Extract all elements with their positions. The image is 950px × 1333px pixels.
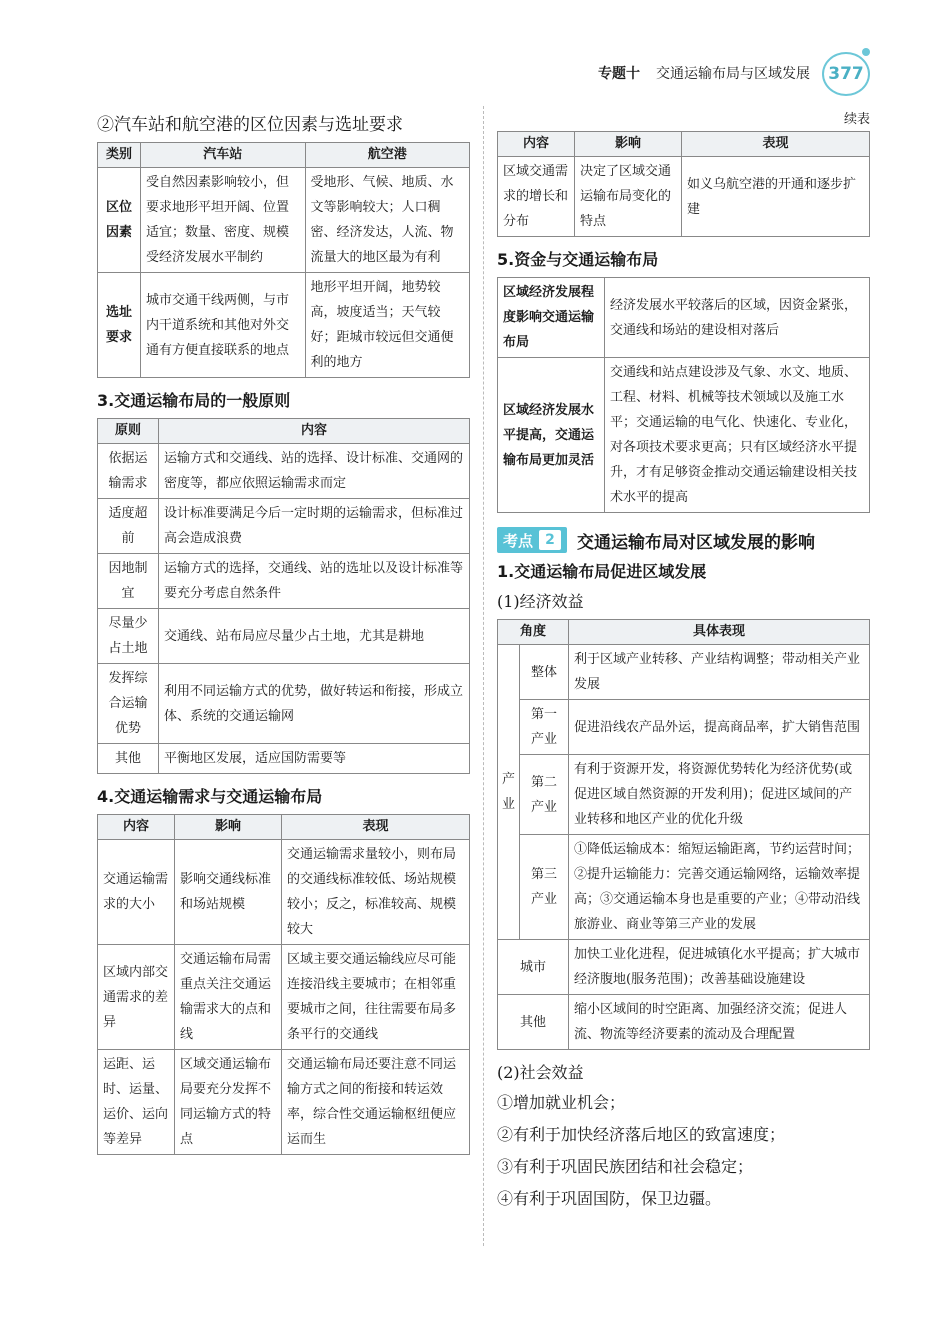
industry-detail: 促进沿线农产品外运，提高商品率，扩大销售范围: [569, 700, 870, 755]
social-benefit-item: ①增加就业机会；: [497, 1093, 626, 1112]
other-label: 其他: [498, 995, 569, 1050]
page-number: 377: [822, 52, 870, 96]
header-topic: 专题十: [598, 66, 640, 82]
table-economic-benefits: [497, 619, 870, 1050]
th-performance: 表现: [682, 132, 870, 157]
table-row: [498, 700, 870, 755]
demand-content: 交通运输需求的大小: [98, 840, 175, 945]
subsection-social: (2)社会效益: [497, 1063, 584, 1082]
airport-cell: 地形平坦开阔，地势较高，坡度适当；天气较好；距城市较远但交通便利的地方: [305, 273, 470, 378]
table-row: [498, 835, 870, 940]
industry-detail: 利于区域产业转移、产业结构调整；带动相关产业发展: [569, 645, 870, 700]
industry-sub: 第一产业: [519, 700, 568, 755]
table-row: [498, 157, 870, 237]
bus-cell: 城市交通干线两侧，与市内干道系统和其他对外交通有方便直接联系的地点: [141, 273, 306, 378]
capital-value: 交通线和站点建设涉及气象、水文、地质、工程、材料、机械等技术领域以及施工水平；交通运输的电气化、快速化、专业化，对各项技术要求更高；只有区域经济水平提升，才有足够资金推动交通运输建设相关技术水平的提高: [605, 358, 870, 513]
table-row: [98, 554, 470, 609]
city-label: 城市: [498, 940, 569, 995]
th-content: 内容: [159, 419, 470, 444]
table-row: [98, 945, 470, 1050]
demand-performance: 交通运输布局还要注意不同运输方式之间的衔接和转运效率，综合性交通运输枢纽便应运而生: [282, 1050, 470, 1155]
table-station-airport: [97, 142, 470, 378]
capital-key: 区域经济发展水平提高，交通运输布局更加灵活: [498, 358, 605, 513]
table-row: [498, 940, 870, 995]
principle-name: 尽量少占土地: [98, 609, 159, 664]
principle-name: 因地制宜: [98, 554, 159, 609]
social-benefit-item: ④有利于巩固国防，保卫边疆。: [497, 1189, 722, 1208]
table-row: [498, 278, 870, 358]
th-category: 类别: [98, 143, 141, 168]
airport-cell: 受地形、气候、地质、水文等影响较大；人口稠密、经济发达，人流、物流量大的地区最为有利: [305, 168, 470, 273]
th-angle: 角度: [498, 620, 569, 645]
demand-content: 区域交通需求的增长和分布: [498, 157, 575, 237]
th-impact: 影响: [175, 815, 282, 840]
table-row: [98, 1050, 470, 1155]
th-performance: 表现: [282, 815, 470, 840]
capital-key: 区域经济发展程度影响交通运输布局: [498, 278, 605, 358]
demand-content: 区域内部交通需求的差异: [98, 945, 175, 1050]
section-title-station: ②汽车站和航空港的区位因素与选址要求: [97, 115, 403, 135]
key-point-label: 考点: [503, 531, 534, 550]
section-title-capital: 5.资金与交通运输布局: [497, 250, 659, 269]
principle-name: 其他: [98, 744, 159, 774]
industry-detail: ①降低运输成本：缩短运输距离，节约运营时间；②提升运输能力：完善交通运输网络，运输效率提高；③交通运输本身也是重要的产业；④带动沿线旅游业、商业等第三产业的发展: [569, 835, 870, 940]
section-title-demand: 4.交通运输需求与交通运输布局: [97, 787, 323, 806]
social-benefit-item: ②有利于加快经济落后地区的致富速度；: [497, 1125, 786, 1144]
demand-impact: 影响交通线标准和场站规模: [175, 840, 282, 945]
demand-impact: 区域交通运输布局要充分发挥不同运输方式的特点: [175, 1050, 282, 1155]
th-details: 具体表现: [569, 620, 870, 645]
principle-name: 适度超前: [98, 499, 159, 554]
demand-performance: 如义乌航空港的开通和逐步扩建: [682, 157, 870, 237]
industry-sub: 整体: [519, 645, 568, 700]
row-category: 区位因素: [98, 168, 141, 273]
th-bus-station: 汽车站: [141, 143, 306, 168]
th-airport: 航空港: [305, 143, 470, 168]
table-row: [98, 609, 470, 664]
table-row: [98, 664, 470, 744]
table-row: [98, 840, 470, 945]
table-row: [498, 755, 870, 835]
th-impact: 影响: [575, 132, 682, 157]
principle-name: 发挥综合运输优势: [98, 664, 159, 744]
principle-content: 平衡地区发展，适应国防需要等: [159, 744, 470, 774]
column-divider: [483, 106, 484, 1246]
demand-impact: 决定了区域交通运输布局变化的特点: [575, 157, 682, 237]
table-row: [98, 444, 470, 499]
industry-detail: 有利于资源开发，将资源优势转化为经济优势(或促进区域自然资源的开发利用)；促进区域间的产业转移和地区产业的优化升级: [569, 755, 870, 835]
key-point-heading: [497, 527, 870, 553]
section-title-principles: 3.交通运输布局的一般原则: [97, 391, 291, 410]
demand-impact: 交通运输布局需重点关注交通运输需求大的点和线: [175, 945, 282, 1050]
th-content: 内容: [98, 815, 175, 840]
table-row: [98, 499, 470, 554]
principle-content: 设计标准要满足今后一定时期的运输需求，但标准过高会造成浪费: [159, 499, 470, 554]
social-benefit-item: ③有利于巩固民族团结和社会稳定；: [497, 1157, 754, 1176]
right-column: [497, 106, 870, 1218]
table-row: [98, 273, 470, 378]
table-row: [498, 645, 870, 700]
table-row: [498, 995, 870, 1050]
principle-name: 依据运输需求: [98, 444, 159, 499]
other-detail: 缩小区域间的时空距离、加强经济交流；促进人流、物流等经济要素的流动及合理配置: [569, 995, 870, 1050]
section-title-promote: 1.交通运输布局促进区域发展: [497, 562, 707, 581]
table-row: [498, 358, 870, 513]
industry-label: 产业: [498, 645, 520, 940]
key-point-title: 交通运输布局对区域发展的影响: [577, 532, 816, 553]
subsection-economic: (1)经济效益: [497, 592, 584, 611]
bus-cell: 受自然因素影响较小，但要求地形平坦开阔、位置适宜；数量、密度、规模受经济发展水平制约: [141, 168, 306, 273]
industry-sub: 第三产业: [519, 835, 568, 940]
principle-content: 交通线、站布局应尽量少占土地，尤其是耕地: [159, 609, 470, 664]
th-principle: 原则: [98, 419, 159, 444]
principle-content: 利用不同运输方式的优势，做好转运和衔接，形成立体、系统的交通运输网: [159, 664, 470, 744]
th-content: 内容: [498, 132, 575, 157]
city-detail: 加快工业化进程，促进城镇化水平提高；扩大城市经济腹地(服务范围)；改善基础设施建设: [569, 940, 870, 995]
running-header: [598, 58, 810, 88]
key-point-badge: [497, 527, 567, 553]
industry-sub: 第二产业: [519, 755, 568, 835]
demand-content: 运距、运时、运量、运价、运向等差异: [98, 1050, 175, 1155]
principle-content: 运输方式的选择，交通线、站的选址以及设计标准等要充分考虑自然条件: [159, 554, 470, 609]
table-row: [98, 744, 470, 774]
key-point-number: 2: [539, 530, 561, 550]
table-capital: [497, 277, 870, 513]
page-number-decoration: [862, 48, 870, 56]
table-row: [98, 168, 470, 273]
demand-performance: 交通运输需求量较小，则布局的交通线标准较低、场站规模较小；反之，标准较高、规模较大: [282, 840, 470, 945]
capital-value: 经济发展水平较落后的区域，因资金紧张，交通线和场站的建设相对落后: [605, 278, 870, 358]
left-column: [97, 106, 470, 1155]
table-demand-layout: [97, 814, 470, 1155]
header-title: 交通运输布局与区域发展: [656, 66, 810, 82]
row-category: 选址要求: [98, 273, 141, 378]
table-principles: [97, 418, 470, 774]
continued-label: 续表: [843, 112, 870, 127]
principle-content: 运输方式和交通线、站的选择、设计标准、交通网的密度等，都应依照运输需求而定: [159, 444, 470, 499]
demand-performance: 区域主要交通运输线应尽可能连接沿线主要城市；在相邻重要城市之间，往往需要布局多条平行的交通线: [282, 945, 470, 1050]
table-demand-continued: [497, 131, 870, 237]
